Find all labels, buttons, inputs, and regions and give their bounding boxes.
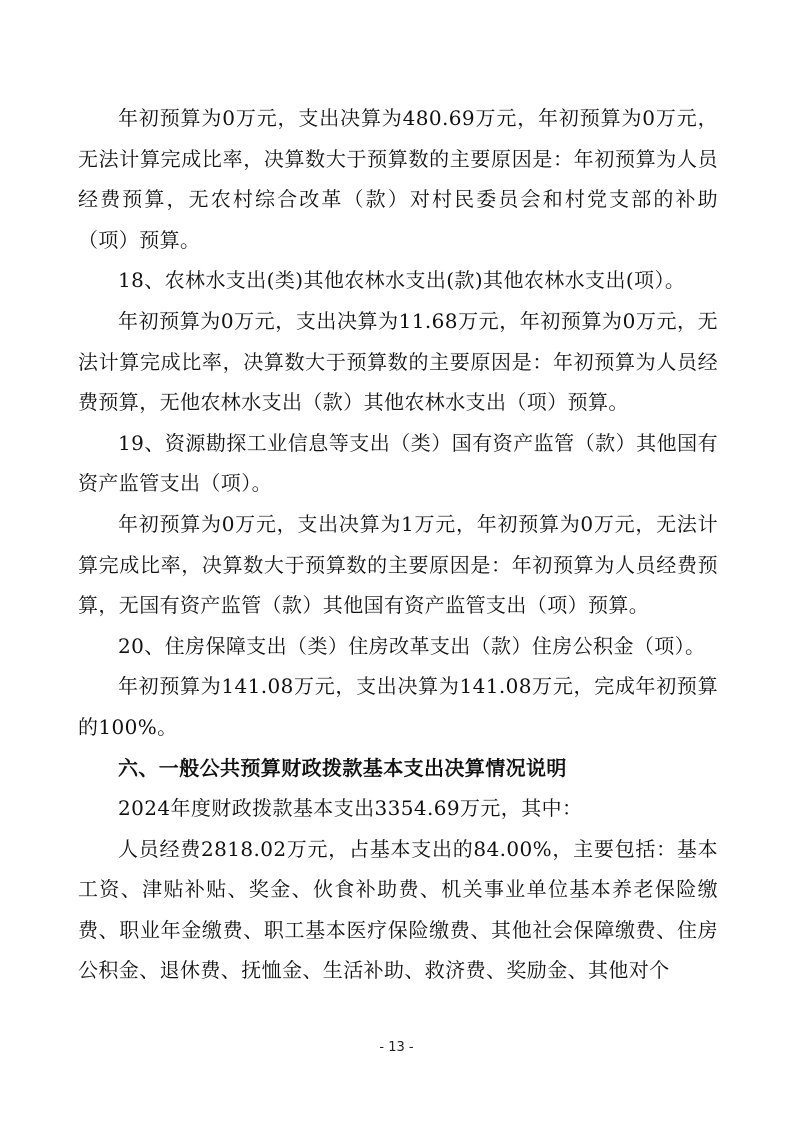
paragraph-item-18-explanation: 年初预算为0万元，支出决算为11.68万元，年初预算为0万元，无法计算完成比率，决算数大于预算数的主要原因是：年初预算为人员经费预算，无他农林水支出（款）其他农林水支出（项）预算。 [78,308,718,415]
paragraph-basic-expenditure-total: 2024年度财政拨款基本支出3354.69万元，其中： [118,796,583,821]
paragraph-rural-reform-explanation: 年初预算为0万元，支出决算为480.69万元，年初预算为0万元，无法计算完成比率，决算数大于预算数的主要原因是：年初预算为人员经费预算，无农村综合改革（款）对村民委员会和村党支部的补助（项）预算。 [78,106,718,252]
paragraph-item-20-explanation: 年初预算为141.08万元，支出决算为141.08万元，完成年初预算的100%。 [78,674,718,739]
paragraph-personnel-expenses: 人员经费2818.02万元，占基本支出的84.00%，主要包括：基本工资、津贴补贴、奖金、伙食补助费、机关事业单位基本养老保险缴费、职业年金缴费、职工基本医疗保险缴费、其他社会保障缴费、住房公积金、退休费、抚恤金、生活补助、救济费、奖励金、其他对个 [78,836,718,983]
paragraph-item-19-title: 19、资源勘探工业信息等支出（类）国有资产监管（款）其他国有资产监管支出（项）。 [78,430,718,496]
document-body [78,98,718,991]
page-number: - 13 - [379,1040,414,1055]
paragraph-item-20-title: 20、住房保障支出（类）住房改革支出（款）住房公积金（项）。 [118,633,706,658]
section-heading: 六、一般公共预算财政拨款基本支出决算情况说明 [118,755,567,780]
paragraph-item-18-title: 18、农林水支出(类)其他农林水支出(款)其他农林水支出(项）。 [118,268,686,293]
paragraph-item-19-explanation: 年初预算为0万元，支出决算为1万元，年初预算为0万元，无法计算完成比率，决算数大于预算数的主要原因是：年初预算为人员经费预算，无国有资产监管（款）其他国有资产监管支出（项）预算。 [78,511,718,618]
